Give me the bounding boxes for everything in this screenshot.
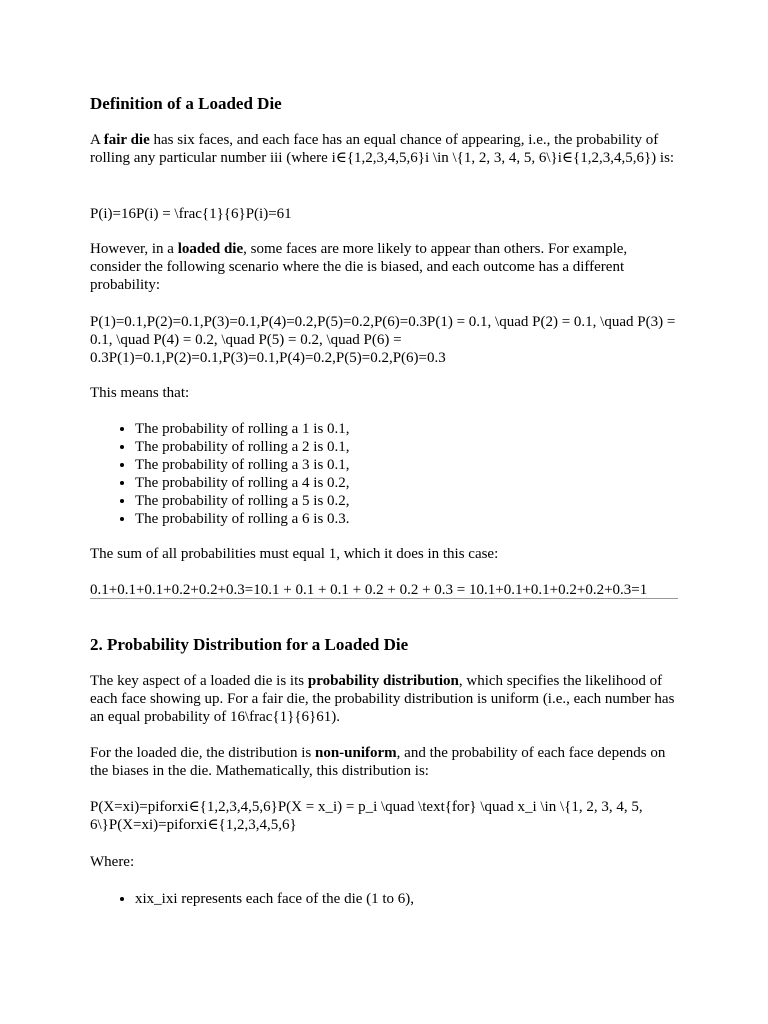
text-run: A [90,132,104,148]
paragraph-non-uniform [90,744,678,780]
list-item: • The probability of rolling a 1 is 0.1, [135,420,678,438]
list-item: • The probability of rolling a 6 is 0.3. [135,510,678,528]
formula-distribution: P(X=xi)=piforxi∈{1,2,3,4,5,6}P(X = x_i) = p_i \quad \text{for} \quad x_i \in \{1, 2, 3, 4, 5, 6\}P(X=xi)=piforxi∈{1,2,3,4,5,6} [90,799,643,833]
list-item: • The probability of rolling a 5 is 0.2, [135,492,678,510]
text-run: The key aspect of a loaded die is its [90,673,308,689]
section-heading-definition: Definition of a Loaded Die [90,94,282,113]
text-run: For the loaded die, the distribution is [90,745,315,761]
formula-sum: 0.1+0.1+0.1+0.2+0.2+0.3=10.1 + 0.1 + 0.1 + 0.2 + 0.2 + 0.3 = 10.1+0.1+0.1+0.2+0.2+0.3=1 [90,582,648,598]
paragraph-where: Where: [90,854,135,870]
list-item: • The probability of rolling a 2 is 0.1, [135,438,678,456]
text-run: , some faces are more likely to appear than others. For example, consider the following scenario where the die is biased, and each outcome has a different probability: [90,241,628,293]
paragraph-key-aspect [90,672,678,726]
probability-list [90,420,678,528]
text-run: However, in a [90,241,178,257]
formula-loaded-probabilities: P(1)=0.1,P(2)=0.1,P(3)=0.1,P(4)=0.2,P(5)=0.2,P(6)=0.3P(1) = 0.1, \quad P(2) = 0.1, \quad P(3) = 0.1, \quad P(4) = 0.2, \quad P(5) = 0.2, \quad P(6) = 0.3P(1)=0.1,P(2)=0.1,P(3)=0.1,P(4)=0.2,P(5)=0.2,P(6)=0.3 [90,314,676,366]
paragraph-loaded-die [90,240,678,294]
horizontal-divider [90,598,678,599]
paragraph-sum-statement: The sum of all probabilities must equal 1, which it does in this case: [90,546,499,562]
list-item: • The probability of rolling a 3 is 0.1, [135,456,678,474]
paragraph-fair-die [90,131,678,167]
list-item: • The probability of rolling a 4 is 0.2, [135,474,678,492]
bold-term-non-uniform: non-uniform [314,745,397,761]
formula-fair-probability: P(i)=16P(i) = \frac{1}{6}P(i)=61 [90,206,292,222]
list-item: • xix_ixi represents each face of the die (1 to 6), [135,890,678,908]
paragraph-this-means: This means that: [90,385,190,401]
text-run: , which specifies the likelihood of each face showing up. For a fair die, the probability distribution is uniform (i.e., each number has an equal probability of 16\frac{1}{6}61). [90,673,675,725]
bold-term-fair-die: fair die [103,132,150,148]
definition-list [90,890,678,908]
text-run: has six faces, and each face has an equal chance of appearing, i.e., the probability of rolling any particular number iii (where i∈{1,2,3,4,5,6}i \in \{1, 2, 3, 4, 5, 6\}i∈{1,2,3,4,5,6}) is: [90,132,675,166]
bold-term-loaded-die: loaded die [177,241,244,257]
section-heading-distribution: 2. Probability Distribution for a Loaded Die [90,635,409,654]
text-run: , and the probability of each face depends on the biases in the die. Mathematically, this distribution is: [90,745,666,779]
bold-term-probability-distribution: probability distribution [307,673,459,689]
